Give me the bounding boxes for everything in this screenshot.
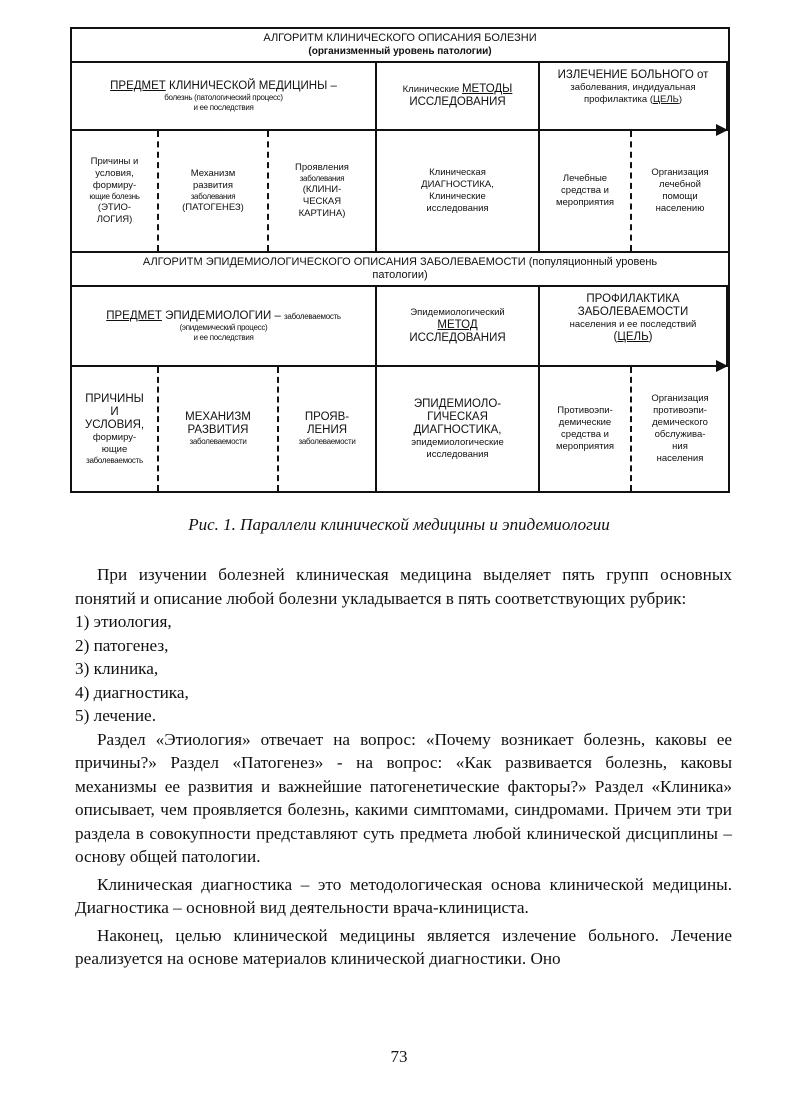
cell-line: формиру-: [92, 180, 137, 191]
cell-line: ДИАГНОСТИКА,: [413, 423, 502, 436]
epidem-method-line3: ИССЛЕДОВАНИЯ: [409, 332, 506, 344]
clinical-title: АЛГОРИТМ КЛИНИЧЕСКОГО ОПИСАНИЯ БОЛЕЗНИ: [263, 32, 537, 44]
clinical-etiology-cell: [72, 131, 159, 251]
paragraph-3: Клиническая диагностика – это методологическая основа клинической медицины. Диагностика – основной вид деятельности врача-клинициста.: [75, 874, 732, 917]
cell-line: мероприятия: [555, 197, 615, 208]
epidem-goal-line3: населения и ее последствий: [569, 319, 697, 330]
clinical-treatment-cell: [540, 131, 632, 251]
cell-line: заболевания: [299, 174, 345, 183]
rubric-list: [75, 610, 732, 728]
page-number: 73: [390, 1047, 408, 1066]
clinical-subject-cell: [72, 63, 377, 129]
cell-line: демические: [558, 417, 612, 428]
clinical-methods-line2: ИССЛЕДОВАНИЯ: [409, 96, 506, 108]
clinical-diagnostics-cell: [377, 131, 540, 251]
cell-line: УСЛОВИЯ,: [84, 418, 145, 431]
epidem-method-line2: МЕТОД: [437, 319, 478, 331]
cell-line: ющие: [101, 443, 128, 455]
cell-line: ЛОГИЯ): [96, 214, 133, 225]
cell-line: РАЗВИТИЯ: [187, 424, 249, 436]
clinical-goal-line3-ul: ЦЕЛЬ: [653, 94, 679, 105]
epidem-lower-row: [72, 367, 728, 491]
cell-line: развития: [193, 180, 233, 191]
cell-line: Механизм: [190, 168, 236, 179]
cell-line: демического: [652, 417, 708, 428]
cell-line: ния: [672, 441, 688, 452]
epidem-goal-line4-post: ): [648, 331, 653, 343]
cell-line: исследования: [426, 203, 489, 214]
epidem-manifestation-cell: [279, 367, 377, 491]
clinical-subject-line3: и ее последствия: [193, 102, 254, 112]
cell-line: Лечебные: [562, 173, 608, 184]
cell-line: (ПАТОГЕНЕЗ): [182, 202, 244, 213]
epidem-goal-line4-ul: ЦЕЛЬ: [617, 331, 649, 343]
cell-line: И: [110, 405, 119, 418]
cell-line: ЧЕСКАЯ: [302, 196, 342, 207]
clinical-subtitle: (организменный уровень патологии): [308, 46, 492, 57]
cell-line: КАРТИНА): [298, 208, 346, 219]
cell-line: Проявления: [295, 162, 349, 173]
epidem-goal-cell: [540, 287, 728, 365]
figure-diagram: [70, 27, 730, 493]
epidem-subject-line2: (эпидемический процесс): [179, 322, 268, 332]
clinical-care-cell: [632, 131, 728, 251]
cell-line: ГИЧЕСКАЯ: [427, 410, 488, 423]
cell-line: помощи: [662, 191, 698, 202]
clinical-goal-line3-pre: профилактика (: [583, 94, 654, 105]
clinical-pathogenesis-cell: [159, 131, 269, 251]
list-item: 3) клиника,: [75, 659, 159, 678]
clinical-goal-line1: ИЗЛЕЧЕНИЕ БОЛЬНОГО от: [557, 69, 709, 81]
cell-line: заболеваемости: [189, 437, 247, 446]
epidem-service-cell: [632, 367, 728, 491]
figure-caption: Рис. 1. Параллели клинической медицины и эпидемиологии: [188, 515, 610, 534]
clinical-upper-row: [72, 63, 728, 131]
clinical-picture-cell: [269, 131, 377, 251]
cell-line: ДИАГНОСТИКА,: [421, 179, 494, 190]
epidem-goal-line1: ПРОФИЛАКТИКА: [586, 293, 680, 305]
epidem-mechanism-cell: [159, 367, 279, 491]
cell-line: Организация: [651, 393, 709, 404]
cell-line: средства и: [561, 429, 609, 440]
cell-line: средства и: [561, 185, 609, 196]
cell-line: Клинические: [429, 191, 486, 202]
cell-line: заболевания: [190, 192, 236, 201]
clinical-subject-rest: КЛИНИЧЕСКОЙ МЕДИЦИНЫ –: [165, 79, 337, 92]
epidem-subject-line3: и ее последствия: [193, 332, 254, 342]
epidem-measures-cell: [540, 367, 632, 491]
cell-line: заболеваемость: [86, 455, 143, 465]
clinical-methods-ul: МЕТОДЫ: [461, 83, 513, 95]
clinical-subject-prefix: ПРЕДМЕТ: [110, 79, 166, 92]
epidem-title-band: [72, 253, 728, 287]
list-item: 5) лечение.: [75, 706, 156, 725]
clinical-goal-line3-post: ): [678, 94, 683, 105]
epidem-goal-line4-pre: (: [613, 331, 618, 343]
epidem-upper-row: [72, 287, 728, 367]
paragraph-1: При изучении болезней клиническая медицина выделяет пять групп основных понятий и описание любой болезни укладывается в пять соответствующих рубрик:: [75, 565, 732, 608]
epidem-subject-prefix: ПРЕДМЕТ: [106, 309, 162, 322]
epidem-subject-small: заболеваемость: [284, 311, 341, 321]
cell-line: ющие болезнь: [89, 192, 140, 201]
cell-line: заболеваемости: [298, 437, 356, 446]
list-item: 4) диагностика,: [75, 682, 189, 702]
epidem-method-cell: [377, 287, 540, 365]
epidem-causes-cell: [72, 367, 159, 491]
list-item: 1) этиология,: [75, 612, 172, 631]
clinical-methods-cell: [377, 63, 540, 129]
cell-line: Причины и: [90, 156, 139, 167]
cell-line: Клиническая: [429, 167, 486, 178]
epidem-method-line1: Эпидемиологический: [410, 307, 505, 318]
cell-line: МЕХАНИЗМ: [185, 411, 251, 423]
cell-line: Противоэпи-: [557, 405, 613, 416]
epidem-diagnostics-cell: [377, 367, 540, 491]
epidem-subject-cell: [72, 287, 377, 365]
cell-line: ПРОЯВ-: [304, 411, 350, 423]
clinical-subject-line2: болезнь (патологический процесс): [164, 92, 283, 102]
paragraph-2: Раздел «Этиология» отвечает на вопрос: «Почему возникает болезнь, каковы ее причины?» Раздел «Патогенез» - на вопрос: «Как развивается болезнь, каковы механизмы ее развития и важнейшие патогенетические факторы?» Раздел «Клиника» описывает, чем проявляется болезнь, какими симптомами, синдромами. Причем эти три раздела в совокупности представляют суть предмета любой клинической дисциплины – основу общей патологии.: [75, 729, 732, 866]
epidem-title2: патологии): [372, 269, 428, 281]
cell-line: исследования: [426, 448, 489, 460]
epidem-goal-line2: ЗАБОЛЕВАЕМОСТИ: [577, 306, 689, 318]
clinical-methods-pre: Клинические: [402, 84, 462, 95]
cell-line: мероприятия: [555, 441, 615, 452]
clinical-goal-line2: заболевания, индидуальная: [570, 82, 696, 93]
cell-line: обслужива-: [654, 429, 706, 440]
cell-line: формиру-: [92, 431, 137, 443]
clinical-title-band: [72, 29, 728, 63]
cell-line: ЛЕНИЯ: [306, 424, 348, 436]
cell-line: лечебной: [659, 179, 701, 190]
cell-line: эпидемиологические: [411, 436, 504, 448]
cell-line: (ЭТИО-: [97, 202, 132, 213]
cell-line: населению: [655, 203, 705, 214]
cell-line: (КЛИНИ-: [302, 184, 342, 195]
epidem-subject-rest: ЭПИДЕМИОЛОГИИ –: [161, 309, 285, 322]
cell-line: условия,: [95, 168, 134, 179]
cell-line: ПРИЧИНЫ: [85, 392, 144, 405]
clinical-lower-row: [72, 131, 728, 253]
cell-line: ЭПИДЕМИОЛО-: [413, 397, 502, 410]
clinical-goal-cell: [540, 63, 728, 129]
list-item: 2) патогенез,: [75, 635, 169, 655]
epidem-title: АЛГОРИТМ ЭПИДЕМИОЛОГИЧЕСКОГО ОПИСАНИЯ ЗАБОЛЕВАЕМОСТИ (популяционный уровень: [142, 256, 658, 268]
body-text: [75, 563, 732, 971]
paragraph-4: Наконец, целью клинической медицины является излечение больного. Лечение реализуется на основе материалов клинической диагностики. Оно: [75, 925, 732, 968]
cell-line: населения: [656, 453, 704, 464]
cell-line: Организация: [651, 167, 709, 178]
cell-line: противоэпи-: [653, 405, 707, 416]
